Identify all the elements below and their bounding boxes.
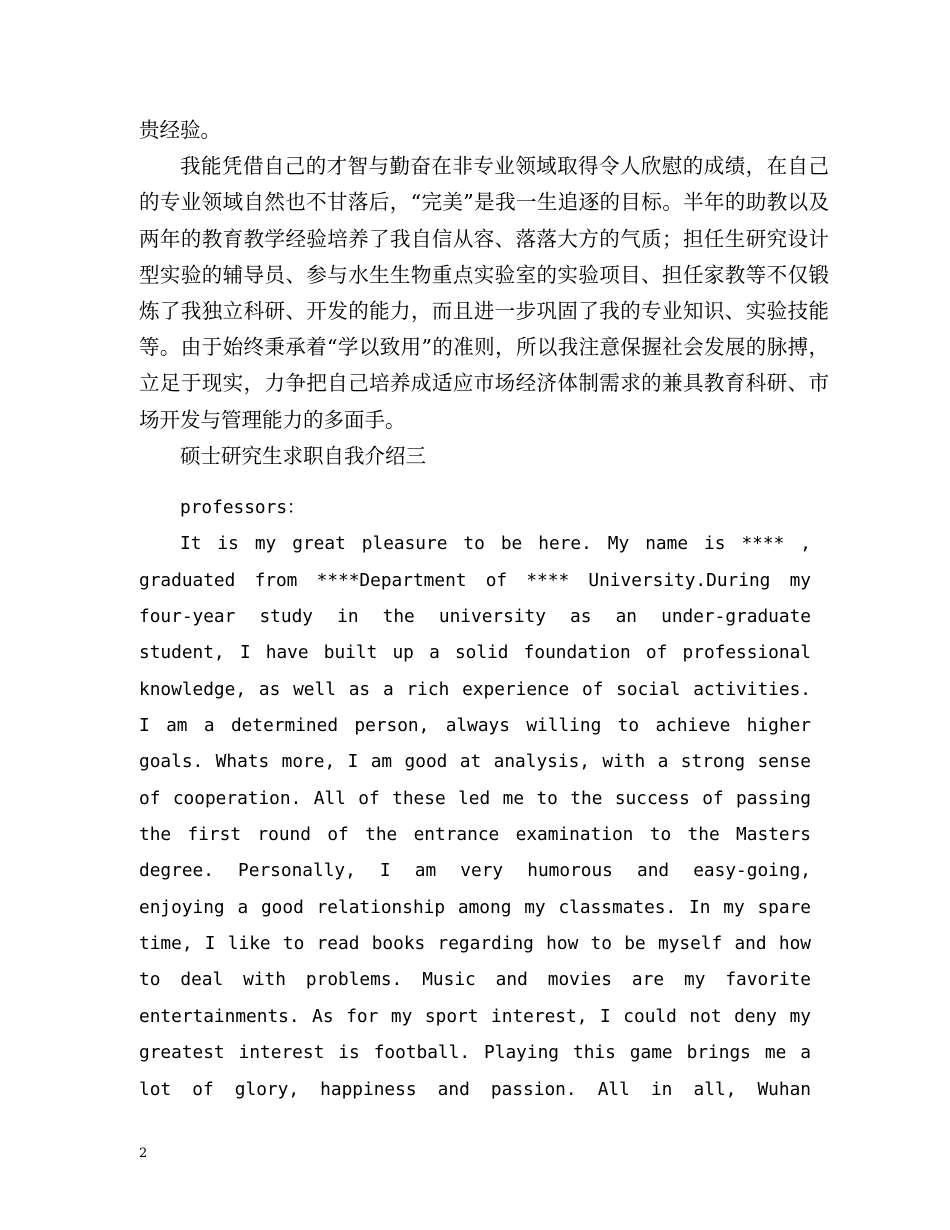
letter-line: lot of glory, happiness and passion. All in all, Wuhan (139, 1078, 811, 1100)
chinese-text-block (139, 112, 829, 474)
letter-line: of cooperation. All of these led me to the success of passing (139, 787, 811, 809)
letter-line: student, I have built up a solid foundation of professional (139, 642, 811, 664)
letter-line: goals. Whats more, I am good at analysis, with a strong sense (139, 751, 811, 773)
letter-line: entertainments. As for my sport interest, I could not deny my (139, 1005, 811, 1027)
paragraph-self-assessment: 我能凭借自己的才智与勤奋在非专业领域取得令人欣慰的成绩，在自己的专业领域自然也不甘落后，“完美”是我一生追逐的目标。半年的助教以及两年的教育教学经验培养了我自信从容、落落大方的气质；担任生研究设计型实验的辅导员、参与水生生物重点实验室的实验项目、担任家教等不仅锻炼了我独立科研、开发的能力，而且进一步巩固了我的专业知识、实验技能等。由于始终秉承着“学以致用”的准则，所以我注意保握社会发展的脉搏，立足于现实，力争把自己培养成适应市场经济体制需求的兼具教育科研、市场开发与管理能力的多面手。 (139, 154, 829, 432)
letter-line: graduated from ****Department of **** University.During my (139, 569, 811, 591)
letter-line: to deal with problems. Music and movies are my favorite (139, 969, 811, 991)
paragraph-continuation: 贵经验。 (139, 118, 221, 142)
letter-line: It is my great pleasure to be here. My name is **** , (180, 533, 811, 555)
letter-line: degree. Personally, I am very humorous and easy-going, (139, 860, 811, 882)
letter-line: four-year study in the university as an under-graduate (139, 606, 811, 628)
letter-line: greatest interest is football. Playing this game brings me a (139, 1042, 811, 1064)
english-letter-block (139, 490, 811, 1108)
letter-greeting: professors： (180, 497, 305, 518)
letter-line: I am a determined person, always willing to achieve higher (139, 715, 811, 737)
letter-line: time, I like to read books regarding how to be myself and how (139, 933, 811, 955)
section-heading: 硕士研究生求职自我介绍三 (180, 443, 426, 468)
page-number: 2 (139, 1146, 148, 1161)
letter-line: enjoying a good relationship among my classmates. In my spare (139, 896, 811, 918)
letter-line: knowledge, as well as a rich experience of social activities. (139, 678, 811, 700)
letter-line: the first round of the entrance examination to the Masters (139, 824, 811, 846)
